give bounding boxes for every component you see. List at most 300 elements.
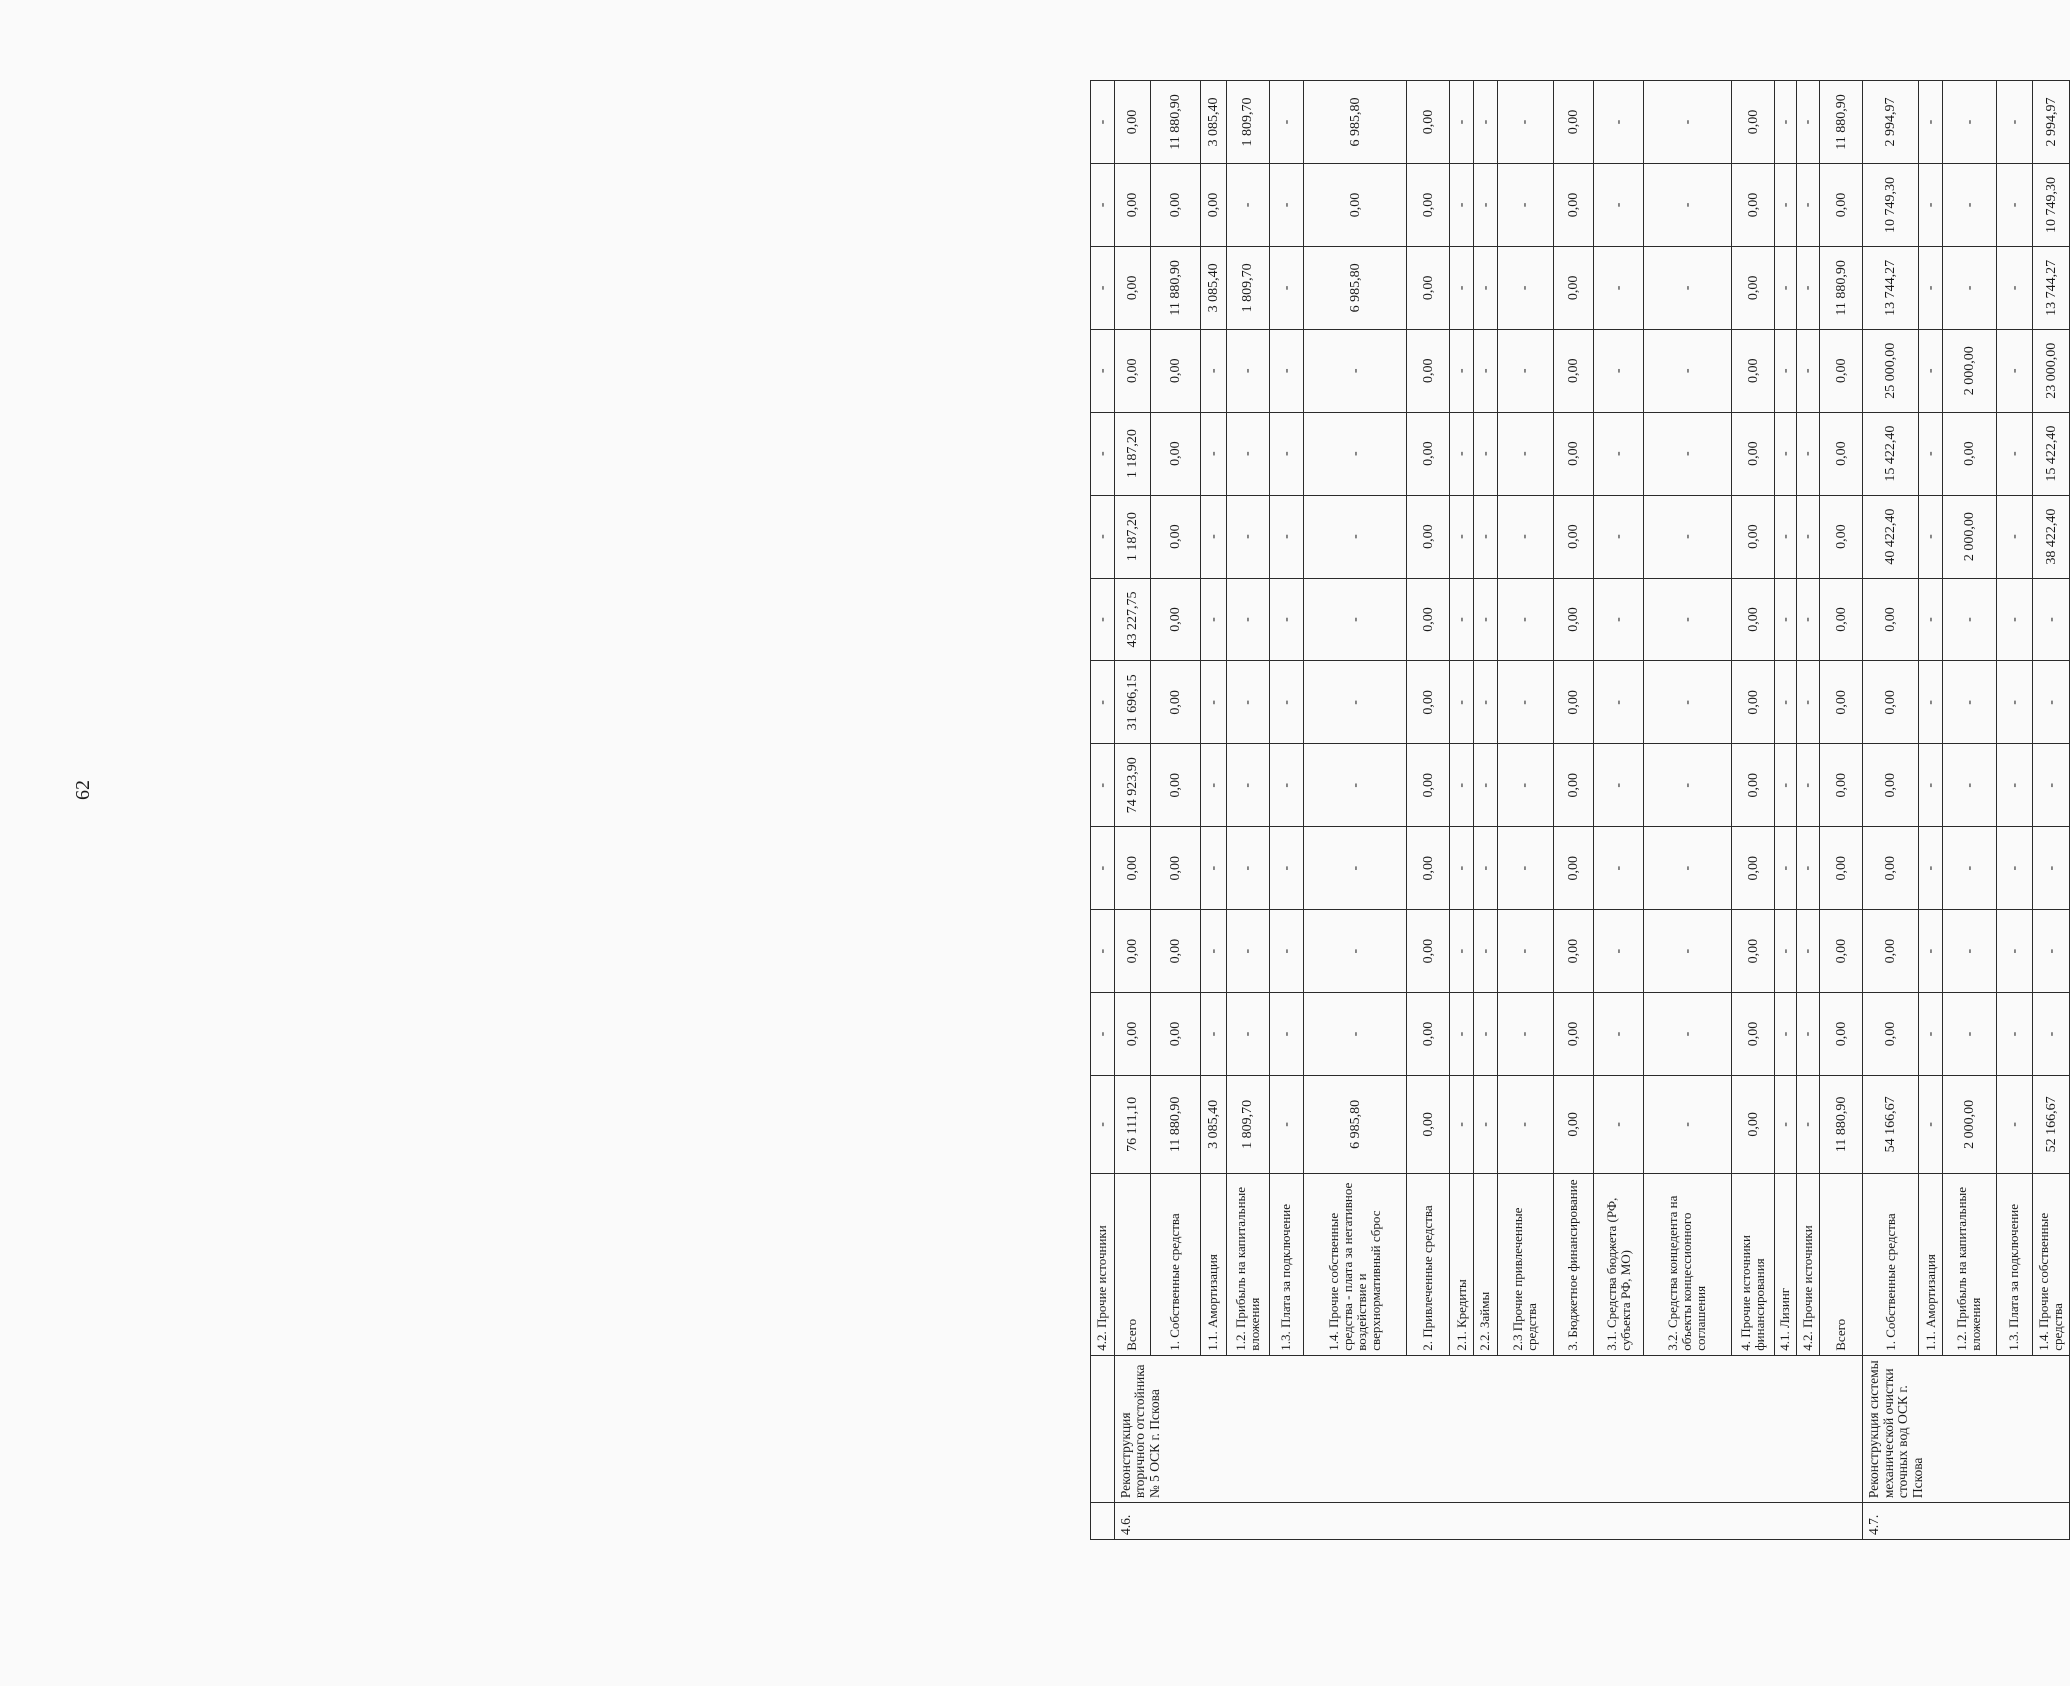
value-cell: - bbox=[1269, 246, 1303, 329]
table-row bbox=[1269, 81, 1303, 1540]
value-cell: - bbox=[1996, 495, 2033, 578]
funding-source: 1.1. Амортизация bbox=[1200, 1173, 1226, 1355]
value-cell: - bbox=[1594, 246, 1643, 329]
project-number: 4.7. bbox=[1863, 1503, 2070, 1540]
value-cell: - bbox=[1226, 744, 1269, 827]
value-cell: 0,00 bbox=[1732, 827, 1775, 910]
table-row bbox=[1919, 81, 1943, 1540]
value-cell: 0,00 bbox=[1114, 246, 1151, 329]
funding-source: 2.1. Кредиты bbox=[1450, 1173, 1474, 1355]
value-cell: 31 696,15 bbox=[1114, 661, 1151, 744]
value-cell: - bbox=[1269, 910, 1303, 993]
value-cell: - bbox=[1942, 578, 1996, 661]
value-cell: - bbox=[1497, 329, 1553, 412]
value-cell: 0,00 bbox=[1151, 329, 1200, 412]
value-cell: 0,00 bbox=[1407, 412, 1450, 495]
value-cell: 0,00 bbox=[1553, 993, 1594, 1076]
value-cell: 6 985,80 bbox=[1303, 81, 1406, 164]
table-row bbox=[1863, 81, 1919, 1540]
value-cell: - bbox=[1796, 661, 1820, 744]
value-cell: - bbox=[1996, 578, 2033, 661]
value-cell: 0,00 bbox=[1732, 412, 1775, 495]
value-cell: 2 000,00 bbox=[1942, 495, 1996, 578]
value-cell: 0,00 bbox=[1732, 329, 1775, 412]
table-row bbox=[1732, 81, 1775, 1540]
value-cell: 2 000,00 bbox=[1942, 329, 1996, 412]
value-cell: 0,00 bbox=[1151, 993, 1200, 1076]
table-row bbox=[1200, 81, 1226, 1540]
value-cell: 0,00 bbox=[1863, 744, 1919, 827]
value-cell: - bbox=[1594, 661, 1643, 744]
value-cell: - bbox=[1996, 163, 2033, 246]
value-cell: 0,00 bbox=[1732, 1075, 1775, 1173]
value-cell: 0,00 bbox=[1553, 163, 1594, 246]
value-cell: 0,00 bbox=[1151, 495, 1200, 578]
value-cell: - bbox=[1919, 910, 1943, 993]
funding-source: 4.2. Прочие источники bbox=[1796, 1173, 1820, 1355]
value-cell: 0,00 bbox=[1553, 1075, 1594, 1173]
table-row bbox=[1497, 81, 1553, 1540]
value-cell: 15 422,40 bbox=[2033, 412, 2070, 495]
value-cell: - bbox=[1269, 993, 1303, 1076]
table-row bbox=[1114, 81, 1151, 1540]
value-cell: - bbox=[1497, 744, 1553, 827]
value-cell: - bbox=[1942, 993, 1996, 1076]
funding-source: 1.1. Амортизация bbox=[1919, 1173, 1943, 1355]
value-cell: - bbox=[1473, 412, 1497, 495]
value-cell: - bbox=[1473, 495, 1497, 578]
funding-source: 4. Прочие источники финансирования bbox=[1732, 1173, 1775, 1355]
table-row bbox=[1775, 81, 1797, 1540]
value-cell: - bbox=[1473, 246, 1497, 329]
value-cell: - bbox=[1450, 827, 1474, 910]
value-cell: - bbox=[1226, 993, 1269, 1076]
value-cell: - bbox=[1796, 495, 1820, 578]
value-cell: - bbox=[1796, 163, 1820, 246]
value-cell: - bbox=[1450, 495, 1474, 578]
value-cell: - bbox=[1919, 329, 1943, 412]
value-cell: - bbox=[1269, 744, 1303, 827]
value-cell: 1 809,70 bbox=[1226, 81, 1269, 164]
funding-source: 3.1. Средства бюджета (РФ, субъекта РФ, МО) bbox=[1594, 1173, 1643, 1355]
project-name: Реконструкция вторичного отстойника № 5 ОСК г. Пскова bbox=[1114, 1355, 1863, 1502]
value-cell: - bbox=[1450, 578, 1474, 661]
value-cell: - bbox=[1942, 81, 1996, 164]
value-cell: 11 880,90 bbox=[1151, 246, 1200, 329]
value-cell: - bbox=[1497, 163, 1553, 246]
value-cell: - bbox=[1497, 1075, 1553, 1173]
value-cell: 6 985,80 bbox=[1303, 246, 1406, 329]
value-cell: 0,00 bbox=[1114, 163, 1151, 246]
value-cell: - bbox=[1796, 1075, 1820, 1173]
value-cell: - bbox=[1303, 495, 1406, 578]
value-cell: - bbox=[1226, 578, 1269, 661]
value-cell: 25 000,00 bbox=[1863, 329, 1919, 412]
value-cell: 10 749,30 bbox=[1863, 163, 1919, 246]
value-cell: - bbox=[1919, 495, 1943, 578]
value-cell: - bbox=[1643, 81, 1731, 164]
value-cell: - bbox=[1091, 81, 1115, 164]
value-cell: - bbox=[2033, 578, 2070, 661]
value-cell: 2 000,00 bbox=[1942, 1075, 1996, 1173]
value-cell: - bbox=[1643, 578, 1731, 661]
table-row bbox=[1407, 81, 1450, 1540]
value-cell: - bbox=[1775, 661, 1797, 744]
value-cell: - bbox=[1497, 246, 1553, 329]
value-cell: - bbox=[1643, 246, 1731, 329]
value-cell: 0,00 bbox=[1114, 81, 1151, 164]
value-cell: - bbox=[1497, 910, 1553, 993]
value-cell: - bbox=[1775, 246, 1797, 329]
value-cell: 38 422,40 bbox=[2033, 495, 2070, 578]
value-cell: 10 749,30 bbox=[2033, 163, 2070, 246]
value-cell: - bbox=[1450, 993, 1474, 1076]
value-cell: - bbox=[1594, 827, 1643, 910]
value-cell: - bbox=[1269, 81, 1303, 164]
value-cell: - bbox=[1775, 495, 1797, 578]
value-cell: - bbox=[1919, 993, 1943, 1076]
table-row bbox=[1796, 81, 1820, 1540]
value-cell: 0,00 bbox=[1820, 412, 1863, 495]
value-cell: 0,00 bbox=[1820, 163, 1863, 246]
funding-source: 1. Собственные средства bbox=[1863, 1173, 1919, 1355]
funding-source: 1.3. Плата за подключение bbox=[1269, 1173, 1303, 1355]
value-cell: - bbox=[1200, 744, 1226, 827]
value-cell: 0,00 bbox=[1407, 495, 1450, 578]
value-cell: 0,00 bbox=[1820, 993, 1863, 1076]
value-cell: - bbox=[1450, 910, 1474, 993]
value-cell: - bbox=[1996, 329, 2033, 412]
table-row bbox=[1996, 81, 2033, 1540]
value-cell: - bbox=[1497, 412, 1553, 495]
value-cell: 11 880,90 bbox=[1151, 81, 1200, 164]
value-cell: 0,00 bbox=[1407, 744, 1450, 827]
value-cell: - bbox=[1226, 661, 1269, 744]
value-cell: - bbox=[1775, 827, 1797, 910]
funding-source: 1.2. Прибыль на капитальные вложения bbox=[1226, 1173, 1269, 1355]
value-cell: 0,00 bbox=[1732, 163, 1775, 246]
value-cell: - bbox=[1594, 578, 1643, 661]
project-number: 4.6. bbox=[1114, 1503, 1863, 1540]
value-cell: 3 085,40 bbox=[1200, 246, 1226, 329]
value-cell: - bbox=[1226, 412, 1269, 495]
funding-source: 4.2. Прочие источники bbox=[1091, 1173, 1115, 1355]
value-cell: 0,00 bbox=[1151, 163, 1200, 246]
value-cell: - bbox=[1919, 81, 1943, 164]
value-cell: 2 994,97 bbox=[2033, 81, 2070, 164]
value-cell: 0,00 bbox=[1820, 827, 1863, 910]
value-cell: - bbox=[2033, 661, 2070, 744]
funding-source: 1. Собственные средства bbox=[1151, 1173, 1200, 1355]
value-cell: - bbox=[1473, 1075, 1497, 1173]
value-cell: - bbox=[1594, 412, 1643, 495]
value-cell: - bbox=[1594, 910, 1643, 993]
value-cell: 0,00 bbox=[1114, 827, 1151, 910]
value-cell: - bbox=[1200, 993, 1226, 1076]
value-cell: - bbox=[1303, 578, 1406, 661]
project-number-cell-empty bbox=[1091, 1503, 1115, 1540]
value-cell: - bbox=[1226, 163, 1269, 246]
value-cell: - bbox=[1226, 910, 1269, 993]
value-cell: - bbox=[1942, 163, 1996, 246]
value-cell: - bbox=[1226, 495, 1269, 578]
value-cell: - bbox=[1269, 495, 1303, 578]
value-cell: - bbox=[1303, 827, 1406, 910]
value-cell: - bbox=[1497, 993, 1553, 1076]
value-cell: 40 422,40 bbox=[1863, 495, 1919, 578]
value-cell: - bbox=[1643, 827, 1731, 910]
value-cell: - bbox=[1303, 993, 1406, 1076]
value-cell: 0,00 bbox=[1820, 329, 1863, 412]
value-cell: - bbox=[1643, 993, 1731, 1076]
value-cell: - bbox=[1497, 81, 1553, 164]
value-cell: - bbox=[1643, 495, 1731, 578]
value-cell: 2 994,97 bbox=[1863, 81, 1919, 164]
value-cell: 0,00 bbox=[1151, 827, 1200, 910]
value-cell: - bbox=[1473, 329, 1497, 412]
value-cell: 1 809,70 bbox=[1226, 1075, 1269, 1173]
value-cell: - bbox=[1594, 993, 1643, 1076]
value-cell: - bbox=[1796, 744, 1820, 827]
value-cell: - bbox=[1450, 329, 1474, 412]
value-cell: 0,00 bbox=[1553, 744, 1594, 827]
value-cell: 0,00 bbox=[1820, 910, 1863, 993]
value-cell: - bbox=[1200, 827, 1226, 910]
value-cell: - bbox=[1796, 412, 1820, 495]
value-cell: 0,00 bbox=[1407, 993, 1450, 1076]
value-cell: - bbox=[1919, 163, 1943, 246]
value-cell: - bbox=[1091, 744, 1115, 827]
value-cell: - bbox=[2033, 993, 2070, 1076]
value-cell: - bbox=[1473, 81, 1497, 164]
value-cell: 1 809,70 bbox=[1226, 246, 1269, 329]
value-cell: 0,00 bbox=[1553, 827, 1594, 910]
value-cell: 43 227,75 bbox=[1114, 578, 1151, 661]
value-cell: - bbox=[1996, 246, 2033, 329]
value-cell: - bbox=[1775, 81, 1797, 164]
value-cell: - bbox=[1200, 495, 1226, 578]
value-cell: 0,00 bbox=[1942, 412, 1996, 495]
value-cell: - bbox=[1643, 163, 1731, 246]
value-cell: - bbox=[1269, 578, 1303, 661]
value-cell: - bbox=[1226, 827, 1269, 910]
funding-source: 2.3 Прочие привлеченные средства bbox=[1497, 1173, 1553, 1355]
funding-source: 1.2. Прибыль на капитальные вложения bbox=[1942, 1173, 1996, 1355]
table-row bbox=[1473, 81, 1497, 1540]
value-cell: 23 000,00 bbox=[2033, 329, 2070, 412]
value-cell: 0,00 bbox=[1553, 329, 1594, 412]
value-cell: - bbox=[1269, 661, 1303, 744]
value-cell: - bbox=[2033, 910, 2070, 993]
value-cell: - bbox=[1775, 1075, 1797, 1173]
value-cell: - bbox=[1919, 827, 1943, 910]
table-row bbox=[1450, 81, 1474, 1540]
table-row bbox=[1303, 81, 1406, 1540]
value-cell: 0,00 bbox=[1863, 910, 1919, 993]
value-cell: 0,00 bbox=[1407, 163, 1450, 246]
funding-source: 1.4. Прочие собственные средства bbox=[2033, 1173, 2070, 1355]
value-cell: - bbox=[1919, 661, 1943, 744]
value-cell: - bbox=[1473, 661, 1497, 744]
funding-source: 1.4. Прочие собственные средства - плата за негативное воздействие и сверхнормативный сброс bbox=[1303, 1173, 1406, 1355]
value-cell: 0,00 bbox=[1151, 578, 1200, 661]
value-cell: - bbox=[1091, 412, 1115, 495]
value-cell: 0,00 bbox=[1732, 744, 1775, 827]
table-row bbox=[1151, 81, 1200, 1540]
value-cell: - bbox=[1269, 1075, 1303, 1173]
value-cell: - bbox=[1996, 910, 2033, 993]
value-cell: - bbox=[1796, 329, 1820, 412]
value-cell: 0,00 bbox=[1407, 578, 1450, 661]
value-cell: 0,00 bbox=[1553, 81, 1594, 164]
table-row bbox=[1553, 81, 1594, 1540]
funding-source: Всего bbox=[1820, 1173, 1863, 1355]
value-cell: 76 111,10 bbox=[1114, 1075, 1151, 1173]
value-cell: - bbox=[1775, 993, 1797, 1076]
value-cell: 74 923,90 bbox=[1114, 744, 1151, 827]
value-cell: - bbox=[1091, 827, 1115, 910]
table-row bbox=[1091, 81, 1115, 1540]
value-cell: 0,00 bbox=[1151, 412, 1200, 495]
budget-table bbox=[1090, 80, 2070, 1540]
value-cell: - bbox=[1497, 827, 1553, 910]
value-cell: 0,00 bbox=[1732, 993, 1775, 1076]
value-cell: - bbox=[1473, 744, 1497, 827]
value-cell: 0,00 bbox=[1114, 910, 1151, 993]
value-cell: - bbox=[2033, 744, 2070, 827]
value-cell: - bbox=[1942, 910, 1996, 993]
value-cell: - bbox=[1796, 81, 1820, 164]
value-cell: - bbox=[1594, 329, 1643, 412]
value-cell: - bbox=[1594, 1075, 1643, 1173]
value-cell: 0,00 bbox=[1863, 827, 1919, 910]
value-cell: - bbox=[1643, 329, 1731, 412]
value-cell: - bbox=[1091, 495, 1115, 578]
value-cell: 0,00 bbox=[1820, 578, 1863, 661]
table-row bbox=[1594, 81, 1643, 1540]
value-cell: - bbox=[1942, 246, 1996, 329]
value-cell: 0,00 bbox=[1732, 495, 1775, 578]
value-cell: - bbox=[1269, 329, 1303, 412]
project-name-cell-empty bbox=[1091, 1355, 1115, 1502]
value-cell: 0,00 bbox=[1407, 910, 1450, 993]
value-cell: 3 085,40 bbox=[1200, 1075, 1226, 1173]
funding-source: 4.1. Лизинг bbox=[1775, 1173, 1797, 1355]
value-cell: - bbox=[1942, 827, 1996, 910]
value-cell: - bbox=[1303, 910, 1406, 993]
value-cell: - bbox=[1091, 329, 1115, 412]
table-row bbox=[1820, 81, 1863, 1540]
value-cell: - bbox=[1775, 578, 1797, 661]
value-cell: - bbox=[1303, 329, 1406, 412]
value-cell: - bbox=[1942, 744, 1996, 827]
value-cell: 0,00 bbox=[1732, 910, 1775, 993]
value-cell: 13 744,27 bbox=[1863, 246, 1919, 329]
value-cell: 0,00 bbox=[1407, 827, 1450, 910]
value-cell: 0,00 bbox=[1732, 578, 1775, 661]
value-cell: - bbox=[2033, 827, 2070, 910]
value-cell: - bbox=[1796, 246, 1820, 329]
value-cell: - bbox=[1200, 661, 1226, 744]
value-cell: - bbox=[1796, 827, 1820, 910]
value-cell: - bbox=[1643, 661, 1731, 744]
value-cell: - bbox=[1091, 910, 1115, 993]
value-cell: 11 880,90 bbox=[1151, 1075, 1200, 1173]
value-cell: - bbox=[1226, 329, 1269, 412]
value-cell: - bbox=[1796, 578, 1820, 661]
value-cell: 0,00 bbox=[1151, 661, 1200, 744]
value-cell: 0,00 bbox=[1863, 993, 1919, 1076]
value-cell: 0,00 bbox=[1407, 246, 1450, 329]
value-cell: - bbox=[1473, 163, 1497, 246]
value-cell: 1 187,20 bbox=[1114, 412, 1151, 495]
value-cell: 0,00 bbox=[1114, 329, 1151, 412]
value-cell: - bbox=[1200, 578, 1226, 661]
value-cell: - bbox=[1919, 412, 1943, 495]
value-cell: 0,00 bbox=[1820, 661, 1863, 744]
value-cell: 15 422,40 bbox=[1863, 412, 1919, 495]
value-cell: - bbox=[1497, 578, 1553, 661]
value-cell: 13 744,27 bbox=[2033, 246, 2070, 329]
value-cell: - bbox=[1450, 246, 1474, 329]
value-cell: 0,00 bbox=[1407, 329, 1450, 412]
value-cell: 52 166,67 bbox=[2033, 1075, 2070, 1173]
value-cell: - bbox=[1200, 412, 1226, 495]
value-cell: - bbox=[1450, 412, 1474, 495]
funding-source: 3.2. Средства концедента на объекты концессионного соглашения bbox=[1643, 1173, 1731, 1355]
value-cell: - bbox=[1643, 910, 1731, 993]
value-cell: 0,00 bbox=[1553, 578, 1594, 661]
value-cell: 0,00 bbox=[1407, 81, 1450, 164]
value-cell: - bbox=[1996, 1075, 2033, 1173]
value-cell: 0,00 bbox=[1863, 661, 1919, 744]
value-cell: - bbox=[1450, 1075, 1474, 1173]
value-cell: - bbox=[1269, 827, 1303, 910]
value-cell: 0,00 bbox=[1863, 578, 1919, 661]
value-cell: - bbox=[1643, 412, 1731, 495]
value-cell: - bbox=[1996, 827, 2033, 910]
value-cell: - bbox=[1775, 163, 1797, 246]
value-cell: 0,00 bbox=[1553, 495, 1594, 578]
page-number: 62 bbox=[72, 780, 94, 800]
value-cell: - bbox=[1643, 1075, 1731, 1173]
value-cell: - bbox=[1996, 661, 2033, 744]
project-name: Реконструкция системы механической очистки сточных вод ОСК г. Пскова bbox=[1863, 1355, 2070, 1502]
value-cell: - bbox=[1269, 412, 1303, 495]
value-cell: - bbox=[1919, 744, 1943, 827]
value-cell: - bbox=[1450, 661, 1474, 744]
value-cell: 0,00 bbox=[1200, 163, 1226, 246]
value-cell: - bbox=[1996, 81, 2033, 164]
value-cell: - bbox=[1473, 578, 1497, 661]
value-cell: 11 880,90 bbox=[1820, 246, 1863, 329]
value-cell: - bbox=[1497, 661, 1553, 744]
value-cell: 3 085,40 bbox=[1200, 81, 1226, 164]
value-cell: - bbox=[1091, 163, 1115, 246]
value-cell: - bbox=[1796, 993, 1820, 1076]
value-cell: 0,00 bbox=[1151, 744, 1200, 827]
value-cell: - bbox=[1775, 329, 1797, 412]
value-cell: - bbox=[1200, 910, 1226, 993]
value-cell: - bbox=[1919, 1075, 1943, 1173]
value-cell: - bbox=[1303, 661, 1406, 744]
value-cell: - bbox=[1091, 246, 1115, 329]
value-cell: - bbox=[1091, 993, 1115, 1076]
table-row bbox=[2033, 81, 2070, 1540]
value-cell: 0,00 bbox=[1151, 910, 1200, 993]
value-cell: - bbox=[1450, 163, 1474, 246]
value-cell: 0,00 bbox=[1732, 81, 1775, 164]
